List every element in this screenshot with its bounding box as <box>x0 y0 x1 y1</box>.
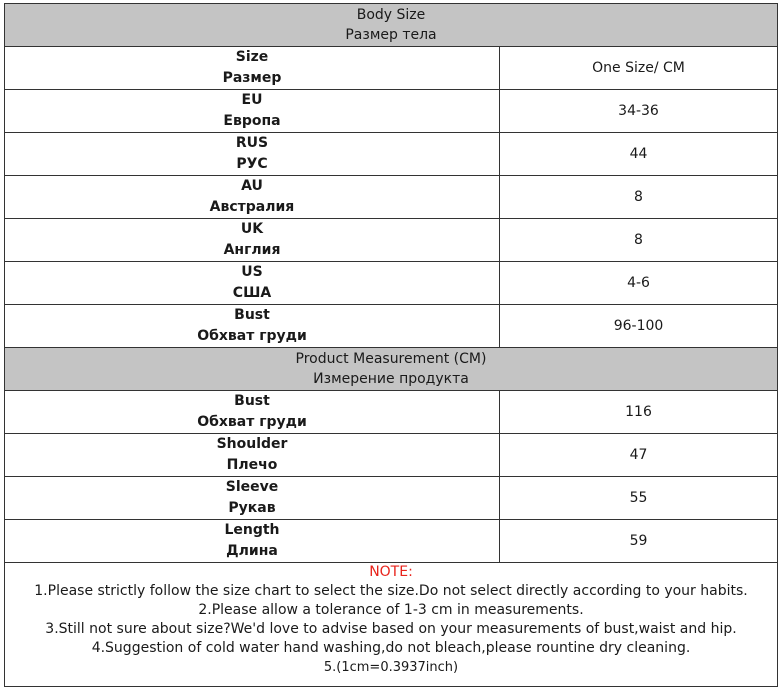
row-label <box>5 90 500 132</box>
row-label-ru: Европа <box>223 113 281 129</box>
row-label <box>5 219 500 261</box>
row-label-ru: Рукав <box>228 500 276 516</box>
table-row <box>5 477 777 520</box>
product-measurement-title-ru: Измерение продукта <box>313 371 469 387</box>
row-label <box>5 520 500 562</box>
row-value: 96-100 <box>613 318 664 334</box>
table-row <box>5 262 777 305</box>
note-line: 1.Please strictly follow the size chart to select the size.Do not select directly according to your habits. <box>34 583 748 599</box>
row-label-en: Bust <box>234 307 270 323</box>
row-label-ru: Обхват груди <box>197 328 307 344</box>
table-row <box>5 305 777 348</box>
row-label <box>5 133 500 175</box>
row-label <box>5 391 500 433</box>
row-label-en: Sleeve <box>225 479 279 495</box>
row-label <box>5 477 500 519</box>
row-label-ru: Плечо <box>226 457 278 473</box>
row-label-ru: Англия <box>223 242 281 258</box>
row-label <box>5 305 500 347</box>
row-label-ru: РУС <box>236 156 268 172</box>
table-row <box>5 133 777 176</box>
note-line: 5.(1cm=0.3937inch) <box>323 660 459 675</box>
product-measurement-title-en: Product Measurement (CM) <box>295 351 487 367</box>
row-label-ru: Размер <box>222 70 282 86</box>
row-value: 116 <box>625 404 652 420</box>
row-label-en: Size <box>235 49 269 65</box>
table-row <box>5 47 777 90</box>
table-row <box>5 219 777 262</box>
row-value: One Size/ CM <box>592 60 685 76</box>
row-label <box>5 262 500 304</box>
note-line: 2.Please allow a tolerance of 1-3 cm in measurements. <box>198 602 584 618</box>
row-label-ru: Австралия <box>209 199 295 215</box>
row-label-en: Bust <box>234 393 270 409</box>
note-title: NOTE: <box>369 564 413 580</box>
table-row <box>5 90 777 133</box>
row-value: 59 <box>629 533 648 549</box>
row-label-en: Length <box>224 522 280 538</box>
note-line: 3.Still not sure about size?We'd love to advise based on your measurements of bust,waist and hip. <box>45 621 737 637</box>
row-label-en: US <box>241 264 263 280</box>
row-value: 47 <box>629 447 648 463</box>
size-chart-table <box>4 3 778 687</box>
row-value: 34-36 <box>618 103 659 119</box>
row-label-en: EU <box>241 92 263 108</box>
body-size-title-en: Body Size <box>356 7 426 23</box>
body-size-header <box>5 4 777 47</box>
row-value: 4-6 <box>627 275 650 291</box>
row-label <box>5 434 500 476</box>
row-value: 55 <box>629 490 648 506</box>
table-row <box>5 176 777 219</box>
care-notes <box>5 563 777 686</box>
row-label <box>5 47 500 89</box>
row-label <box>5 176 500 218</box>
row-label-en: RUS <box>235 135 269 151</box>
row-label-ru: Длина <box>226 543 278 559</box>
row-value: 8 <box>634 189 643 205</box>
body-size-title-ru: Размер тела <box>345 27 437 43</box>
row-label-en: Shoulder <box>216 436 288 452</box>
row-value: 44 <box>629 146 648 162</box>
row-label-ru: Обхват груди <box>197 414 307 430</box>
table-row <box>5 434 777 477</box>
row-value: 8 <box>634 232 643 248</box>
product-measurement-header <box>5 348 777 391</box>
row-label-en: AU <box>241 178 263 194</box>
table-row <box>5 520 777 563</box>
row-label-ru: США <box>232 285 272 301</box>
note-line: 4.Suggestion of cold water hand washing,do not bleach,please rountine dry cleaning. <box>91 640 691 656</box>
table-row <box>5 391 777 434</box>
row-label-en: UK <box>240 221 264 237</box>
